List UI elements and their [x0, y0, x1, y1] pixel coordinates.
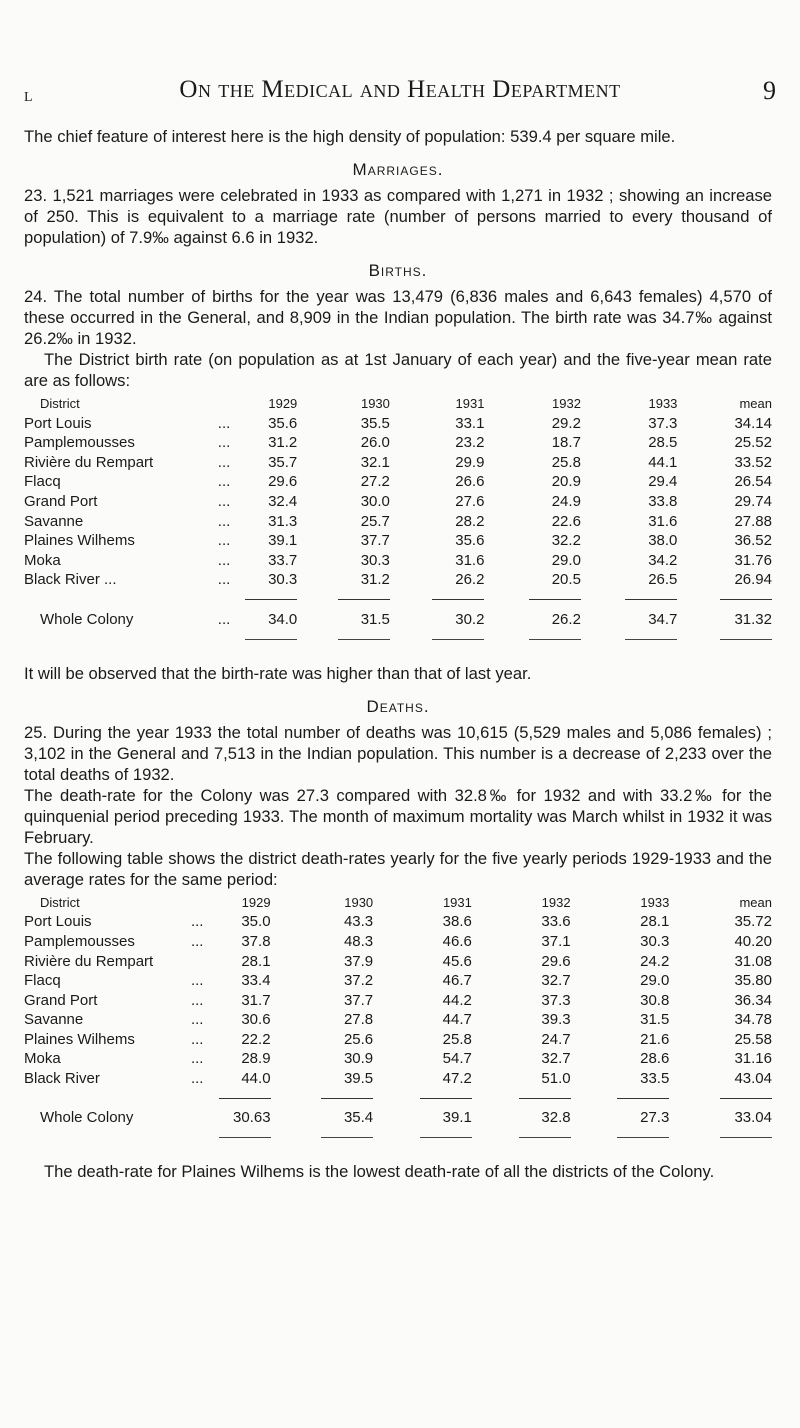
district-name: Flacq — [24, 473, 61, 491]
leader-dots — [191, 952, 219, 972]
rule-cell — [390, 629, 485, 649]
table-row — [24, 1030, 772, 1050]
rate-value: 37.8 — [241, 932, 271, 950]
rule-cell — [677, 590, 772, 610]
total-rule — [720, 599, 772, 600]
rate-value: 20.5 — [551, 571, 581, 589]
rate-value: 29.6 — [268, 473, 298, 491]
rule-cell — [677, 629, 772, 649]
col-1933: 1933 — [648, 396, 678, 411]
rate-value: 22.2 — [241, 1030, 271, 1048]
col-mean: mean — [739, 396, 772, 411]
rate-value: 25.8 — [551, 453, 581, 471]
bottom-rule — [519, 1137, 571, 1138]
rate-value: 33.52 — [734, 453, 772, 471]
rate-value: 31.08 — [734, 952, 772, 970]
rate-value: 28.9 — [241, 1050, 271, 1068]
bottom-rule — [338, 639, 390, 640]
rate-value: 48.3 — [343, 932, 374, 950]
rate-value: 51.0 — [541, 1070, 571, 1088]
rule-cell — [669, 1089, 772, 1109]
table-row — [24, 551, 772, 571]
table-row — [24, 472, 772, 492]
rate-value: 38.6 — [442, 913, 472, 931]
col-spacer — [191, 893, 219, 913]
total-rule — [245, 599, 297, 600]
leader-dots: ... — [190, 1011, 204, 1029]
leader-dots: ... — [190, 932, 204, 950]
total-label: Whole Colony — [40, 610, 134, 628]
rate-value: 37.2 — [343, 972, 374, 990]
rate-value: 37.7 — [343, 991, 374, 1009]
table-row — [24, 912, 772, 932]
rate-value: 46.7 — [442, 972, 472, 990]
district-name: Plaines Wilhems — [24, 532, 135, 550]
deaths-paragraph-3: The following table shows the district death-rates yearly for the five yearly periods 1929-1933 and the average rates for the same period: — [24, 848, 772, 889]
rate-value: 30.3 — [268, 571, 298, 589]
rate-value: 31.5 — [640, 1011, 670, 1029]
district-name: Port Louis — [24, 913, 92, 931]
table-row — [24, 570, 772, 590]
rule-row — [24, 1089, 772, 1109]
rate-value: 28.2 — [455, 512, 485, 530]
total-value: 30.63 — [233, 1109, 271, 1127]
rate-value: 27.88 — [734, 512, 772, 530]
rate-value: 29.4 — [648, 473, 678, 491]
table-row — [24, 414, 772, 434]
blank-cell — [24, 629, 218, 649]
rule-cell — [571, 1089, 670, 1109]
total-rule — [617, 1098, 669, 1099]
rule-cell — [245, 590, 297, 610]
col-1932: 1932 — [541, 894, 571, 910]
district-name: Savanne — [24, 1011, 84, 1029]
rate-value: 44.1 — [648, 453, 678, 471]
rate-value: 29.0 — [640, 972, 670, 990]
rate-value: 46.6 — [442, 932, 472, 950]
rate-value: 35.7 — [268, 453, 298, 471]
leader-dots: ... — [217, 512, 231, 530]
col-district: District — [40, 894, 80, 910]
col-1933: 1933 — [640, 894, 670, 910]
leader-dots: ... — [190, 991, 204, 1009]
col-1931: 1931 — [455, 396, 485, 411]
rate-value: 28.1 — [241, 952, 271, 970]
rate-value: 24.7 — [541, 1030, 571, 1048]
leader-dots: ... — [217, 610, 231, 628]
bottom-rule — [529, 639, 581, 640]
table-row — [24, 492, 772, 512]
rate-value: 28.5 — [648, 434, 678, 452]
col-1930: 1930 — [360, 396, 390, 411]
rule-cell — [219, 1128, 271, 1148]
births-paragraph-2: The District birth rate (on population as at 1st January of each year) and the five-year mean rate are as follows: — [24, 350, 772, 390]
col-1932: 1932 — [552, 396, 581, 411]
leader-dots: ... — [217, 492, 231, 510]
col-spacer — [218, 394, 245, 414]
rule-cell — [297, 629, 390, 649]
leader-dots: ... — [217, 434, 231, 452]
rate-value: 35.6 — [455, 532, 485, 550]
total-rule — [720, 1098, 772, 1099]
rate-value: 25.8 — [442, 1030, 472, 1048]
leader-dots — [191, 1108, 219, 1128]
col-1930: 1930 — [344, 894, 374, 910]
marriages-paragraph: 23. 1,521 marriages were celebrated in 1933 as compared with 1,271 in 1932 ; showing an increase of 250. This is equivalent to a marriage rate (number of persons married to every thousand of population) of 7.9‰ against 6.6 in 1932. — [24, 186, 772, 247]
marriages-heading: Marriages. — [352, 160, 444, 179]
rate-value: 34.78 — [734, 1011, 772, 1029]
rate-value: 43.04 — [734, 1070, 772, 1088]
page-content — [24, 126, 772, 1182]
rate-value: 35.72 — [734, 913, 772, 931]
rate-value: 44.7 — [442, 1011, 472, 1029]
rate-value: 29.9 — [455, 453, 485, 471]
rate-value: 23.2 — [455, 434, 485, 452]
table-row — [24, 991, 772, 1011]
leader-dots: ... — [190, 913, 204, 931]
district-name: Grand Port — [24, 492, 98, 510]
bottom-rule — [625, 639, 677, 640]
district-name: Pamplemousses — [24, 932, 135, 950]
col-1929: 1929 — [241, 894, 271, 910]
births-header-row — [24, 394, 772, 414]
table-row — [24, 971, 772, 991]
leader-dots: ... — [217, 571, 231, 589]
rate-value: 24.2 — [640, 952, 670, 970]
leader-dots: ... — [190, 1050, 204, 1068]
table-row — [24, 512, 772, 532]
rate-value: 37.3 — [648, 414, 678, 432]
rule-cell — [373, 1089, 472, 1109]
rate-value: 30.6 — [241, 1011, 271, 1029]
blank-cell — [191, 1089, 219, 1109]
rate-value: 33.7 — [268, 551, 298, 569]
table-row — [24, 932, 772, 952]
rate-value: 25.7 — [360, 512, 390, 530]
rate-value: 21.6 — [640, 1030, 670, 1048]
total-rule — [219, 1098, 271, 1099]
rate-value: 36.34 — [734, 991, 772, 1009]
rate-value: 29.74 — [734, 492, 772, 510]
rate-value: 32.7 — [541, 1050, 571, 1068]
total-rule — [420, 1098, 472, 1099]
blank-cell — [218, 590, 245, 610]
total-value: 31.5 — [360, 610, 390, 628]
leader-dots: ... — [217, 453, 231, 471]
rate-value: 32.4 — [268, 492, 298, 510]
rate-value: 29.2 — [551, 414, 581, 432]
bottom-rule — [219, 1137, 271, 1138]
rate-value: 31.6 — [455, 551, 485, 569]
district-name: Rivière du Rempart — [24, 453, 154, 471]
total-label: Whole Colony — [40, 1109, 134, 1127]
rate-value: 35.80 — [734, 972, 772, 990]
bottom-rule — [420, 1137, 472, 1138]
col-district: District — [40, 396, 80, 411]
rate-value: 27.2 — [360, 473, 390, 491]
rate-value: 35.5 — [360, 414, 390, 432]
rate-value: 30.0 — [360, 492, 390, 510]
rate-value: 31.7 — [241, 991, 271, 1009]
district-name: Black River ... — [24, 571, 117, 589]
bottom-rule — [245, 639, 297, 640]
rate-value: 37.3 — [541, 991, 571, 1009]
rate-value: 34.2 — [648, 551, 678, 569]
deaths-paragraph-1: 25. During the year 1933 the total number of deaths was 10,615 (5,529 males and 5,086 females) ; 3,102 in the General and 7,513 in the Indian population. This number is a decrease of 2,233 over the total deaths of 1932. — [24, 722, 772, 784]
blank-cell — [24, 1089, 191, 1109]
total-rule — [529, 599, 581, 600]
running-title: On the Medical and Health Department — [179, 76, 621, 103]
rule-cell — [271, 1128, 374, 1148]
rate-value: 33.8 — [648, 492, 678, 510]
table-row — [24, 1049, 772, 1069]
total-value: 30.2 — [455, 610, 485, 628]
total-value: 33.04 — [734, 1109, 772, 1127]
rate-value: 44.2 — [442, 991, 472, 1009]
rate-value: 44.0 — [241, 1070, 271, 1088]
rule-cell — [390, 590, 485, 610]
rate-value: 32.2 — [551, 532, 581, 550]
rule-cell — [472, 1128, 571, 1148]
rate-value: 37.1 — [541, 932, 571, 950]
table-row — [24, 531, 772, 551]
district-name: Port Louis — [24, 414, 92, 432]
rate-value: 26.2 — [455, 571, 485, 589]
total-value: 26.2 — [551, 610, 581, 628]
district-name: Plaines Wilhems — [24, 1030, 135, 1048]
rate-value: 24.9 — [551, 492, 581, 510]
rate-value: 39.3 — [541, 1011, 571, 1029]
rate-value: 43.3 — [343, 913, 374, 931]
rate-value: 31.2 — [360, 571, 390, 589]
rate-value: 35.0 — [241, 913, 271, 931]
margin-mark: L — [24, 90, 33, 105]
bottom-rule — [720, 1137, 772, 1138]
rule-cell — [219, 1089, 271, 1109]
bottom-rule — [432, 639, 484, 640]
table-row — [24, 1010, 772, 1030]
rate-value: 32.7 — [541, 972, 571, 990]
rate-value: 30.3 — [360, 551, 390, 569]
rate-value: 40.20 — [734, 932, 772, 950]
births-heading: Births. — [368, 261, 428, 280]
district-name: Grand Port — [24, 991, 98, 1009]
page-header — [24, 76, 776, 116]
rule-cell — [484, 590, 580, 610]
bottom-rule — [617, 1137, 669, 1138]
rate-value: 36.52 — [734, 532, 772, 550]
rule-cell — [472, 1089, 571, 1109]
rule-cell — [484, 629, 580, 649]
blank-cell — [24, 1128, 191, 1148]
rate-value: 31.2 — [268, 434, 298, 452]
bottom-rule — [720, 639, 772, 640]
rule-cell — [581, 629, 677, 649]
district-name: Savanne — [24, 512, 84, 530]
rule-cell — [571, 1128, 670, 1148]
rate-value: 30.3 — [640, 932, 670, 950]
col-1929: 1929 — [268, 396, 298, 411]
rate-value: 26.0 — [360, 434, 390, 452]
rate-value: 18.7 — [551, 434, 581, 452]
deaths-header-row — [24, 893, 772, 913]
table-row — [24, 1069, 772, 1089]
rate-value: 35.6 — [268, 414, 298, 432]
table-row — [24, 433, 772, 453]
leader-dots: ... — [217, 414, 231, 432]
rate-value: 45.6 — [442, 952, 472, 970]
total-value: 34.7 — [648, 610, 678, 628]
rate-value: 27.8 — [343, 1011, 374, 1029]
table-row — [24, 453, 772, 473]
leader-dots: ... — [217, 551, 231, 569]
births-observation: It will be observed that the birth-rate was higher than that of last year. — [24, 663, 532, 683]
rate-value: 22.6 — [551, 512, 581, 530]
total-rule — [432, 599, 484, 600]
rate-value: 38.0 — [648, 532, 678, 550]
leader-dots: ... — [190, 972, 204, 990]
deaths-body — [24, 912, 772, 1147]
deaths-paragraph-2: The death-rate for the Colony was 27.3 compared with 32.8‰ for 1932 and with 33.2‰ for the quinquenial period preceding 1933. The month of maximum mortality was March whilst in 1932 it was February. — [24, 785, 772, 847]
district-name: Pamplemousses — [24, 434, 135, 452]
rate-value: 26.94 — [734, 571, 772, 589]
col-mean: mean — [739, 894, 772, 910]
rate-value: 33.4 — [241, 972, 271, 990]
rate-value: 30.8 — [640, 991, 670, 1009]
rate-value: 34.14 — [734, 414, 772, 432]
intro-paragraph: The chief feature of interest here is the high density of population: 539.4 per square mile. — [24, 127, 676, 146]
rate-value: 31.76 — [734, 551, 772, 569]
deaths-closing: The death-rate for Plaines Wilhems is the lowest death-rate of all the districts of the Colony. — [44, 1162, 715, 1182]
page-number: 9 — [763, 76, 776, 105]
district-name: Black River — [24, 1070, 100, 1088]
rule-row — [24, 1128, 772, 1148]
deaths-heading: Deaths. — [366, 696, 430, 716]
blank-cell — [191, 1128, 219, 1148]
leader-dots: ... — [190, 1030, 204, 1048]
bottom-rule — [321, 1137, 373, 1138]
total-row — [24, 610, 772, 630]
table-row — [24, 952, 772, 972]
blank-cell — [24, 590, 218, 610]
total-rule — [321, 1098, 373, 1099]
col-1931: 1931 — [442, 894, 472, 910]
leader-dots: ... — [190, 1070, 204, 1088]
rate-value: 31.3 — [268, 512, 298, 530]
rate-value: 26.54 — [734, 473, 772, 491]
rate-value: 31.16 — [734, 1050, 772, 1068]
rate-value: 47.2 — [442, 1070, 472, 1088]
rate-value: 25.52 — [734, 434, 772, 452]
rate-value: 26.6 — [455, 473, 485, 491]
rate-value: 20.9 — [551, 473, 581, 491]
rate-value: 37.9 — [343, 952, 374, 970]
total-value: 34.0 — [268, 610, 298, 628]
rate-value: 32.1 — [360, 453, 390, 471]
births-table — [24, 394, 772, 649]
blank-cell — [218, 629, 245, 649]
total-rule — [625, 599, 677, 600]
rule-row — [24, 590, 772, 610]
births-paragraph-1: 24. The total number of births for the year was 13,479 (6,836 males and 6,643 females) 4,570 of these occurred in the General, and 8,909 in the Indian population. The birth rate was 34.7‰ against 26.2‰ in 1932. — [24, 287, 772, 348]
rate-value: 29.6 — [541, 952, 571, 970]
rule-cell — [271, 1089, 374, 1109]
leader-dots: ... — [217, 532, 231, 550]
rate-value: 33.1 — [455, 414, 485, 432]
district-name: Moka — [24, 1050, 61, 1068]
rule-row — [24, 629, 772, 649]
rate-value: 29.0 — [551, 551, 581, 569]
total-rule — [338, 599, 390, 600]
rule-cell — [669, 1128, 772, 1148]
rate-value: 28.1 — [640, 913, 670, 931]
rate-value: 25.6 — [343, 1030, 374, 1048]
total-value: 39.1 — [442, 1109, 472, 1127]
total-rule — [519, 1098, 571, 1099]
rate-value: 28.6 — [640, 1050, 670, 1068]
rate-value: 26.5 — [648, 571, 678, 589]
rate-value: 30.9 — [343, 1050, 374, 1068]
total-value: 31.32 — [734, 610, 772, 628]
rate-value: 31.6 — [648, 512, 678, 530]
rate-value: 33.6 — [541, 913, 571, 931]
leader-dots: ... — [217, 473, 231, 491]
deaths-table — [24, 893, 772, 1148]
total-value: 27.3 — [640, 1109, 670, 1127]
rule-cell — [581, 590, 677, 610]
rate-value: 37.7 — [360, 532, 390, 550]
total-row — [24, 1108, 772, 1128]
births-body — [24, 414, 772, 649]
rule-cell — [373, 1128, 472, 1148]
district-name: Flacq — [24, 972, 61, 990]
district-name: Rivière du Rempart — [24, 952, 154, 970]
district-name: Moka — [24, 551, 61, 569]
rate-value: 27.6 — [455, 492, 485, 510]
rate-value: 54.7 — [442, 1050, 472, 1068]
rate-value: 39.1 — [268, 532, 298, 550]
total-value: 32.8 — [541, 1109, 571, 1127]
rate-value: 25.58 — [734, 1030, 772, 1048]
rule-cell — [297, 590, 390, 610]
rate-value: 33.5 — [640, 1070, 670, 1088]
total-value: 35.4 — [343, 1109, 374, 1127]
rate-value: 39.5 — [343, 1070, 374, 1088]
rule-cell — [245, 629, 297, 649]
